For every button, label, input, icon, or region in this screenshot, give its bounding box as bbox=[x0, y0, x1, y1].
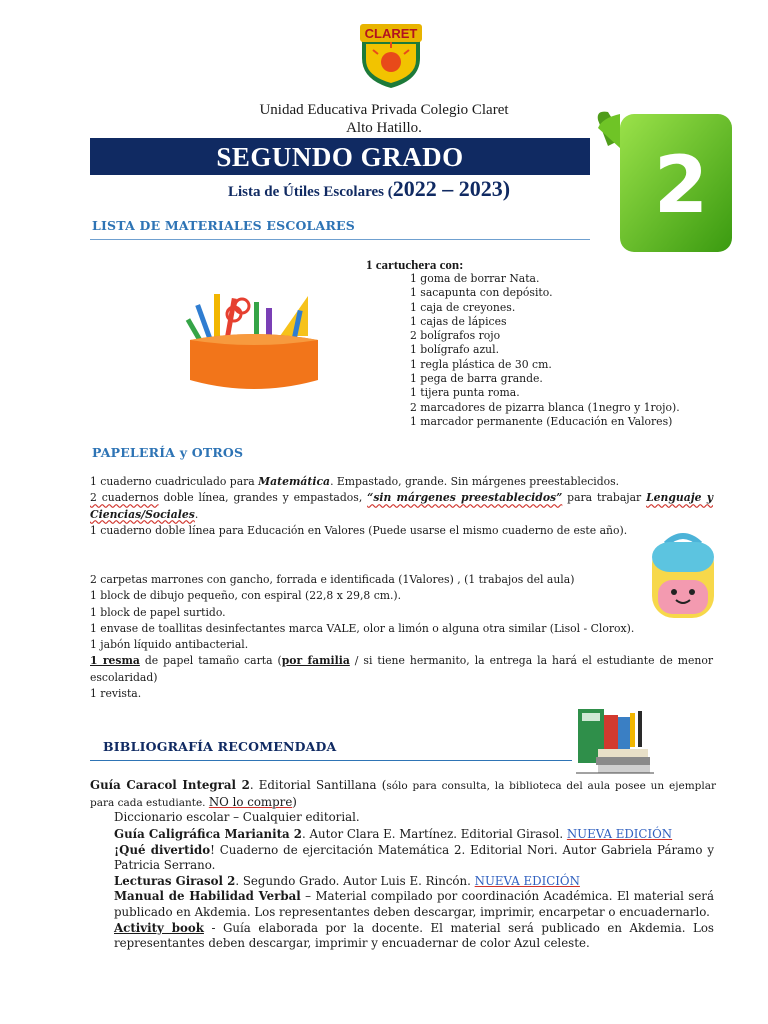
list-item: 1 tijera punta roma. bbox=[410, 386, 520, 400]
list-subtitle bbox=[228, 176, 510, 202]
list-item: 1 regla plástica de 30 cm. bbox=[410, 357, 552, 371]
list-item: 1 cajas de lápices bbox=[410, 314, 507, 328]
stationery-heading: PAPELERÍA y OTROS bbox=[92, 445, 244, 460]
divider bbox=[90, 239, 590, 240]
school-logo bbox=[356, 18, 426, 90]
pencil-case-title: 1 cartuchera con: bbox=[366, 257, 464, 272]
list-item: 2 marcadores de pizarra blanca (1negro y 1rojo). bbox=[410, 400, 680, 414]
new-edition-label: NUEVA EDICIÓN bbox=[566, 827, 673, 841]
list-item: 1 caja de creyones. bbox=[410, 300, 516, 314]
grade-badge bbox=[594, 108, 738, 256]
new-edition-label: NUEVA EDICIÓN bbox=[474, 873, 580, 888]
bibliography-item-2: Diccionario escolar – Cualquier editorial. bbox=[114, 810, 360, 824]
school-name: Unidad Educativa Privada Colegio Claret bbox=[259, 102, 509, 118]
books-image bbox=[574, 705, 656, 775]
school-location: Alto Hatillo. bbox=[346, 120, 422, 136]
stationery-paragraph-1: 1 cuaderno cuadriculado para Matemática. Empastado, grande. Sin márgenes preestablecidos. 2 cuadernos doble línea, grandes y empastados, “sin márgenes preestablecidos” para trabajar Lenguaje y Ciencias/Sociales. 1 cuaderno doble línea para Educación en Valores (Puede usarse el mismo cuaderno de este año). bbox=[90, 475, 713, 537]
list-item: 1 sacapunta con depósito. bbox=[410, 286, 553, 300]
subtitle-year: 2022 – 2023) bbox=[392, 176, 511, 201]
pencil-case-list bbox=[410, 272, 680, 429]
grade-number: 2 bbox=[653, 141, 709, 231]
logo-text: CLARET bbox=[364, 26, 418, 41]
materials-heading: LISTA DE MATERIALES ESCOLARES bbox=[92, 218, 355, 233]
stationery-paragraph-2: 2 carpetas marrones con gancho, forrada e identificada (1Valores) , (1 trabajos del aula) 1 block de dibujo pequeño, con espiral (22,8 x 29,8 cm.). 1 block de papel surtido. 1 envase de toallitas desinfectantes marca VALE, olor a limón o alguna otra similar (Lisol - Clorox). 1 jabón líquido antibacterial. 1 resma de papel tamaño carta (por familia / si tiene hermanito, la entrega la hará el estudiante de menor escolaridad) 1 revista. bbox=[90, 573, 713, 701]
list-item: 1 bolígrafo azul. bbox=[410, 343, 500, 357]
pencil-case-image bbox=[184, 288, 324, 398]
divider bbox=[90, 760, 572, 761]
list-item: 1 goma de borrar Nata. bbox=[410, 272, 540, 285]
subtitle-text: Lista de Útiles Escolares ( bbox=[228, 184, 393, 200]
bibliography-heading: BIBLIOGRAFÍA RECOMENDADA bbox=[103, 739, 337, 754]
bibliography-list: Guía Caligráfica Marianita 2. Autor Clara E. Martínez. Editorial Girasol. NUEVA EDICIÓN ¡Qué divertido! Cuaderno de ejercitación Matemática 2. Editorial Nori. Autor Gabriela Páramo y Patricia Serrano. Lecturas Girasol 2. Segundo Grado. Autor Luis E. Rincón. NUEVA EDICIÓN Manual de Habilidad Verbal – Material compilado por coordinación Académica. El material será publicado en Akdemia. Los representantes deben descargar, imprimir, encarpetar o encuadernarlo. Activity book - Guía elaborada por la docente. El material será publicado en Akdemia. Los representantes deben descargar, imprimir y encuadernar de color Azul celeste. bbox=[114, 827, 714, 951]
list-item: 2 bolígrafos rojo bbox=[410, 329, 501, 343]
list-item: 1 pega de barra grande. bbox=[410, 372, 543, 386]
list-item: 1 marcador permanente (Educación en Valores) bbox=[410, 414, 673, 428]
grade-title-bar: SEGUNDO GRADO bbox=[90, 138, 590, 175]
bibliography-item-1: Guía Caracol Integral 2. Editorial Santillana (sólo para consulta, la biblioteca del aula posee un ejemplar para cada estudiante. NO lo compre) bbox=[90, 778, 717, 809]
